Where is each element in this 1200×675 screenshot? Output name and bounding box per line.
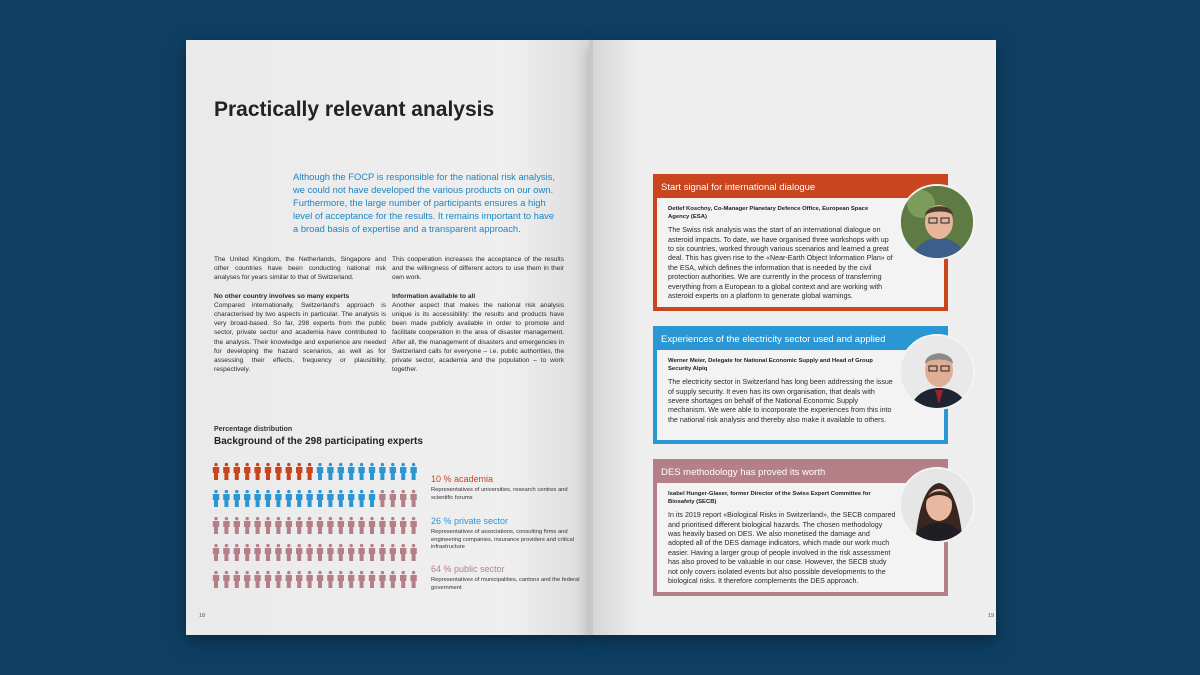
legend-label: 26 % private sector <box>431 516 509 526</box>
person-icon <box>296 463 302 480</box>
person-icon <box>327 517 333 534</box>
person-icon <box>254 517 260 534</box>
person-icon <box>286 544 292 561</box>
person-icon <box>223 463 229 480</box>
person-icon <box>275 490 281 507</box>
intro-paragraph: Although the FOCP is responsible for the national risk analysis, we could not have developed the various products on our own. Furthermore, the large number of participants ensures a high level of acceptance for the results. It remains important to have a broad basis of expertise and a transparent approach. <box>293 171 555 234</box>
person-icon <box>244 463 250 480</box>
person-icon <box>390 517 396 534</box>
person-icon <box>317 571 323 588</box>
text-column-2 <box>392 255 564 374</box>
person-icon <box>223 571 229 588</box>
person-icon <box>213 544 219 561</box>
person-icon <box>379 490 385 507</box>
person-icon <box>327 490 333 507</box>
legend-description: Representatives of municipalities, cantons and the federal government <box>431 577 580 591</box>
person-icon <box>306 517 312 534</box>
legend-description: Representatives of associations, consulting firms and engineering companies, insurance providers and critical infrastructure <box>431 529 575 551</box>
book-spine <box>589 40 593 635</box>
person-icon <box>338 490 344 507</box>
person-icon <box>223 544 229 561</box>
person-icon <box>265 544 271 561</box>
person-icon <box>306 463 312 480</box>
paragraph: This cooperation increases the acceptance of the results and the willingness of different actors to use them in their own work. <box>392 256 564 282</box>
person-icon <box>348 544 354 561</box>
person-icon <box>400 463 406 480</box>
person-icon <box>223 517 229 534</box>
person-icon <box>234 571 240 588</box>
person-icon <box>317 517 323 534</box>
box-heading: Experiences of the electricity sector used and applied <box>657 330 944 350</box>
page-title: Practically relevant analysis <box>214 98 495 121</box>
person-icon <box>358 490 364 507</box>
quote-box-des-methodology <box>653 459 948 596</box>
person-icon <box>317 490 323 507</box>
person-icon <box>296 517 302 534</box>
person-icon <box>400 544 406 561</box>
person-icon <box>296 544 302 561</box>
person-icon <box>369 517 375 534</box>
person-credit: Werner Meier, Delegate for National Economic Supply and Head of Group Security Alpiq <box>668 358 873 372</box>
person-icon <box>390 544 396 561</box>
person-icon <box>348 490 354 507</box>
person-icon <box>379 463 385 480</box>
person-icon <box>254 463 260 480</box>
legend-description: Representatives of universities, research centres and scientific forums <box>431 487 568 501</box>
person-icon <box>317 463 323 480</box>
person-icon <box>327 463 333 480</box>
person-icon <box>286 490 292 507</box>
person-icon <box>254 571 260 588</box>
person-icon <box>400 571 406 588</box>
person-icon <box>358 463 364 480</box>
person-icon <box>286 571 292 588</box>
person-icon <box>275 544 281 561</box>
person-icon <box>338 544 344 561</box>
person-icon <box>348 517 354 534</box>
person-icon <box>379 517 385 534</box>
quote-text: In its 2019 report «Biological Risks in Switzerland», the SECB compared and prioritised different biological hazards. The chosen methodology was heavily based on DES. We also monetised the damage and adopted all of the DES damage indicators, which made our work much easier. Having a larger group of people involved in the risk assessment has also proved to be valuable in our case. However, the SECB study not only covers isolated events but also possible developments to the biological risks. It therefore complements the DES approach. <box>668 511 896 586</box>
person-icon <box>358 571 364 588</box>
person-credit: Detlef Koschny, Co-Manager Planetary Defence Office, European Space Agency (ESA) <box>668 206 869 220</box>
person-icon <box>379 544 385 561</box>
person-icon <box>390 463 396 480</box>
paragraph: The United Kingdom, the Netherlands, Singapore and other countries have been conducting national risk analyses for years similar to that of Switzerland. <box>214 256 386 282</box>
person-icon <box>369 463 375 480</box>
quote-box-electricity-sector <box>653 326 948 444</box>
person-icon <box>306 571 312 588</box>
person-icon <box>234 517 240 534</box>
person-icon <box>410 490 416 507</box>
subheading: No other country involves so many experts <box>214 292 350 300</box>
person-icon <box>244 490 250 507</box>
person-icon <box>265 517 271 534</box>
person-icon <box>213 490 219 507</box>
person-icon <box>338 517 344 534</box>
text-column-1 <box>214 255 386 374</box>
person-icon <box>390 571 396 588</box>
person-icon <box>369 571 375 588</box>
person-icon <box>275 571 281 588</box>
box-heading: DES methodology has proved its worth <box>657 463 944 483</box>
person-icon <box>213 517 219 534</box>
person-icon <box>390 490 396 507</box>
person-icon <box>410 517 416 534</box>
quote-box-international-dialogue <box>653 174 948 311</box>
person-icon <box>234 544 240 561</box>
person-icon <box>234 463 240 480</box>
person-icon <box>286 463 292 480</box>
page-number-right: 19 <box>988 613 995 619</box>
person-icon <box>265 463 271 480</box>
person-icon <box>410 463 416 480</box>
person-credit: Isabel Hunger-Glaser, former Director of the Swiss Expert Committee for Biosafety (SECB) <box>668 491 871 505</box>
person-icon <box>244 571 250 588</box>
person-icon <box>400 517 406 534</box>
person-icon <box>275 463 281 480</box>
person-icon <box>327 571 333 588</box>
box-heading: Start signal for international dialogue <box>657 178 944 198</box>
person-icon <box>369 544 375 561</box>
legend-academia <box>431 474 581 502</box>
person-icon <box>358 517 364 534</box>
subheading: Information available to all <box>392 292 476 300</box>
chart-subtitle: Percentage distribution <box>214 426 293 433</box>
page-number-left: 18 <box>199 613 206 619</box>
person-icon <box>358 544 364 561</box>
person-icon <box>348 463 354 480</box>
person-icon <box>410 571 416 588</box>
person-icon <box>244 517 250 534</box>
person-icon <box>338 463 344 480</box>
paragraph: Another aspect that makes the national risk analysis unique is its accessibility: the results and products have been made publicly available in order to promote and facilitate cooperation in the area of disaster management. After all, the management of disasters and emergencies in Switzerland calls for everyone – i.e. public authorities, the private sector, academia and the population – to work together. <box>392 301 564 374</box>
paragraph: Compared internationally, Switzerland's approach is characterised by two aspects in particular. The analysis is very broad-based. So far, 298 experts from the public sector, private sector and academia have contributed to the analysis. Their knowledge and experience are needed for developing the hazard scenarios, as well as for assessing their effects, frequency or plausibility, respectively. <box>214 301 386 374</box>
legend-label: 10 % academia <box>431 474 494 484</box>
person-icon <box>317 544 323 561</box>
legend-public-sector <box>431 564 581 592</box>
person-icon <box>275 517 281 534</box>
person-icon <box>213 571 219 588</box>
person-icon <box>410 544 416 561</box>
legend-label: 64 % public sector <box>431 564 505 574</box>
person-icon <box>338 571 344 588</box>
person-icon <box>400 490 406 507</box>
person-icon <box>296 490 302 507</box>
person-icon <box>327 544 333 561</box>
quote-text: The electricity sector in Switzerland has long been addressing the issue of supply security. It even has its own organisation, that deals with severe shortages on behalf of the National Economic Supply mechanism. We were able to incorporate the experiences from this into the national risk analysis and thereby also make it available to others. <box>668 378 893 424</box>
person-icon <box>286 517 292 534</box>
person-icon <box>379 571 385 588</box>
person-icon <box>254 544 260 561</box>
person-icon <box>234 490 240 507</box>
people-icon-grid <box>212 460 424 600</box>
person-icon <box>306 490 312 507</box>
portrait-photo <box>899 334 975 410</box>
person-icon <box>213 463 219 480</box>
person-icon <box>254 490 260 507</box>
person-icon <box>223 490 229 507</box>
person-icon <box>369 490 375 507</box>
person-icon <box>265 490 271 507</box>
chart-title: Background of the 298 participating experts <box>214 436 423 447</box>
legend-private-sector <box>431 516 581 552</box>
person-icon <box>296 571 302 588</box>
quote-text: The Swiss risk analysis was the start of an international dialogue on asteroid impacts. To date, we have organised three workshops with up to six countries, worked through various scenarios and learned a great deal. This has given rise to the «Near-Earth Object Information Plan» of the ESA, which defines the information that is needed by the civil protection authorities. We are currently in the process of transferring everything from a European to a global context and are working with asteroid experts on a platform to generate global warnings. <box>668 226 893 301</box>
person-icon <box>348 571 354 588</box>
person-icon <box>306 544 312 561</box>
portrait-photo <box>899 467 975 543</box>
person-icon <box>244 544 250 561</box>
person-icon <box>265 571 271 588</box>
portrait-photo <box>899 184 975 260</box>
